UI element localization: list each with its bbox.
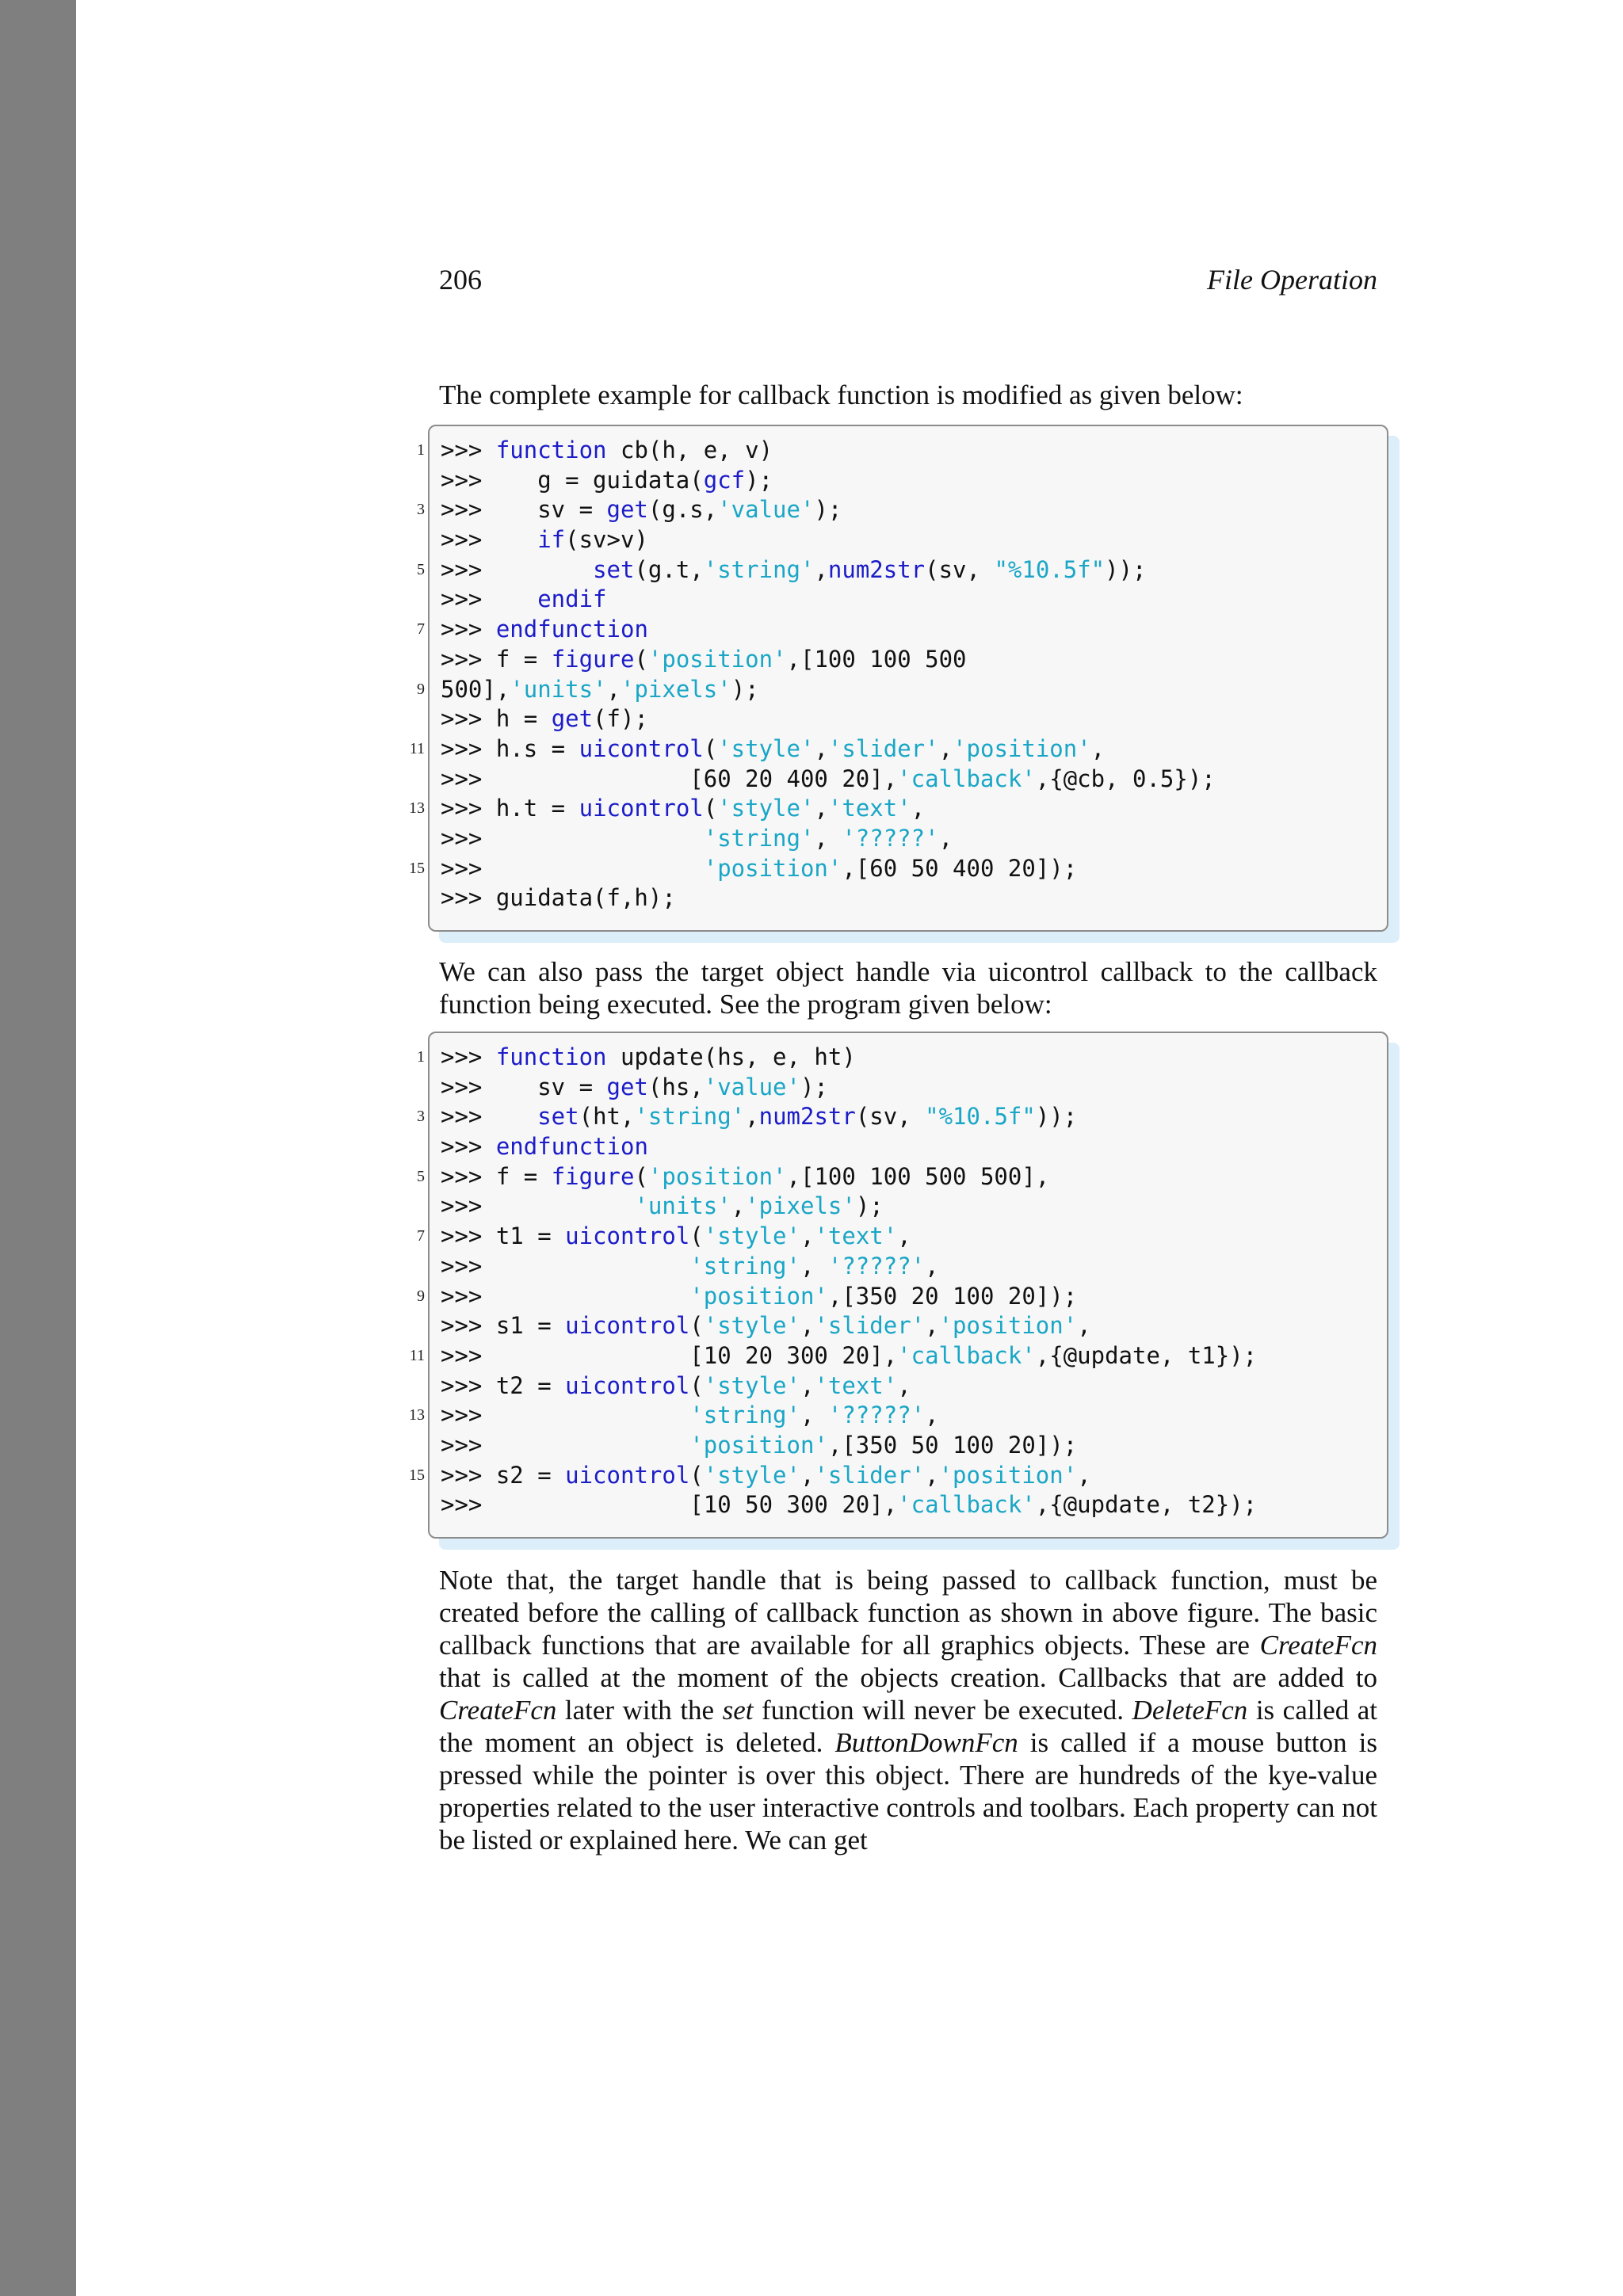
code-text: ,{@update, t2}); <box>1035 1491 1258 1519</box>
code-string: 'slider' <box>814 1461 926 1489</box>
code-text: (g.t, <box>634 555 704 583</box>
code-text: >>> <box>441 585 538 613</box>
line-number: 15 <box>409 1466 425 1484</box>
code-text: >>> g = guidata( <box>441 466 704 494</box>
text-run: is called at the moment an object is deleted. <box>439 1695 1377 1758</box>
code-keyword: uicontrol <box>565 1222 690 1250</box>
code-string: 'style' <box>717 795 815 822</box>
code-string: 'units' <box>510 675 607 703</box>
code-line <box>430 704 1387 734</box>
code-text: , <box>800 1252 828 1280</box>
code-text: , <box>731 1192 746 1220</box>
code-string: 'style' <box>703 1371 800 1399</box>
code-text: >>> sv = <box>441 496 607 524</box>
code-listing-2 <box>409 1032 1388 1539</box>
code-keyword: figure <box>551 645 635 673</box>
code-string: '?????' <box>842 824 939 852</box>
line-number: 9 <box>417 680 425 698</box>
code-text: >>> <box>441 854 704 882</box>
code-text: , <box>897 1222 911 1250</box>
code-text: , <box>606 675 621 703</box>
code-keyword: if <box>537 526 566 554</box>
code-line <box>430 1490 1387 1520</box>
code-text: 500], <box>441 675 510 703</box>
closing-paragraph <box>439 1564 1377 1856</box>
text-run: later with the <box>556 1695 723 1726</box>
code-string: 'text' <box>814 1222 898 1250</box>
code-text: ( <box>689 1312 704 1340</box>
code-text: >>> f = <box>441 1162 552 1190</box>
code-string: 'text' <box>827 795 911 822</box>
emphasized-term: CreateFcn <box>439 1695 557 1726</box>
code-text: ( <box>689 1371 704 1399</box>
code-text: >>> [60 20 400 20], <box>441 765 898 792</box>
code-text: , <box>814 555 828 583</box>
code-string: 'pixels' <box>745 1192 856 1220</box>
code-string: '?????' <box>827 1402 926 1429</box>
code-line <box>430 1371 1387 1402</box>
code-line <box>409 854 1387 884</box>
line-number: 7 <box>417 620 425 639</box>
line-number: 7 <box>417 1227 425 1245</box>
code-keyword: get <box>606 1073 648 1100</box>
code-text: >>> <box>441 1133 496 1161</box>
code-text: >>> s2 = <box>441 1461 566 1489</box>
code-text: , <box>745 1103 759 1131</box>
intro-text: The complete example for callback function is modified as given below: <box>439 379 1243 410</box>
code-text: >>> h.t = <box>441 795 579 822</box>
code-text: cb(h, e, v) <box>606 437 773 463</box>
code-text: >>> t2 = <box>441 1371 566 1399</box>
code-string: 'callback' <box>897 765 1036 792</box>
code-line <box>430 1132 1387 1162</box>
code-text: ( <box>703 734 718 762</box>
code-line <box>430 883 1387 913</box>
code-keyword: function <box>495 1043 607 1070</box>
code-keyword: num2str <box>827 555 926 583</box>
mid-text: We can also pass the target object handle via uicontrol callback to the callback function being executed. See the program given below: <box>439 956 1377 1020</box>
line-number: 5 <box>417 1167 425 1185</box>
code-string: "%10.5f" <box>925 1103 1036 1131</box>
code-text: ,[350 50 100 20]); <box>827 1431 1078 1459</box>
code-line <box>430 1431 1387 1461</box>
code-line <box>417 1043 1387 1073</box>
code-text: >>> <box>441 616 496 643</box>
code-text: , <box>938 824 953 852</box>
page-header <box>439 263 1377 303</box>
code-string: 'position' <box>689 1431 828 1459</box>
intro-paragraph <box>439 379 1377 411</box>
line-number: 15 <box>409 859 425 877</box>
code-keyword: figure <box>551 1162 635 1190</box>
code-line <box>409 794 1387 824</box>
emphasized-term: DeleteFcn <box>1132 1695 1248 1726</box>
code-text: update(hs, e, ht) <box>606 1043 856 1070</box>
code-keyword: uicontrol <box>565 1371 690 1399</box>
code-string: 'string' <box>689 1252 800 1280</box>
code-text: ,{@cb, 0.5}); <box>1035 765 1216 792</box>
code-keyword: endif <box>537 585 607 613</box>
code-string: 'style' <box>703 1461 800 1489</box>
code-keyword: set <box>537 1103 579 1131</box>
code-text: , <box>1077 1461 1091 1489</box>
code-text: ( <box>634 645 648 673</box>
code-listing-1 <box>409 425 1388 932</box>
code-text: , <box>814 795 828 822</box>
text-run: that is called at the moment of the objects creation. Callbacks that are added to <box>439 1662 1377 1693</box>
code-listing-box <box>409 1032 1388 1539</box>
code-listing-box <box>409 425 1388 932</box>
code-text: (g.s, <box>647 496 718 524</box>
code-text: ); <box>731 675 759 703</box>
text-run: function will never be executed. <box>753 1695 1132 1726</box>
code-text: ,[100 100 500 500], <box>786 1162 1050 1190</box>
code-line <box>409 1401 1387 1431</box>
code-string: 'position' <box>689 1282 828 1310</box>
code-string: 'string' <box>703 555 815 583</box>
code-text: >>> <box>441 1103 538 1131</box>
text-run: is called if a mouse button is pressed while the pointer is over this object. There are hundreds of the kye-value properties related to the user interactive controls and toolbars. Each property can not be listed or explained here. We can get <box>439 1727 1378 1855</box>
line-number: 3 <box>417 1108 425 1126</box>
code-text: >>> guidata(f,h); <box>441 884 676 912</box>
code-keyword: gcf <box>703 466 746 494</box>
line-number: 3 <box>417 501 425 519</box>
code-keyword: uicontrol <box>565 1461 690 1489</box>
code-string: 'slider' <box>827 734 939 762</box>
code-text: >>> sv = <box>441 1073 607 1100</box>
code-string: 'style' <box>703 1312 800 1340</box>
code-text: (sv>v) <box>565 526 648 554</box>
code-text: >>> <box>441 526 538 554</box>
code-line <box>430 824 1387 854</box>
code-line <box>417 1282 1387 1312</box>
code-line <box>417 675 1387 705</box>
code-text: , <box>938 734 953 762</box>
running-title: File Operation <box>1207 264 1377 296</box>
code-string: 'position' <box>647 645 787 673</box>
text-run: Note that, the target handle that is being passed to callback function, must be created before the calling of callback function as shown in above figure. The basic callback functions that are available for all graphics objects. These are <box>439 1565 1377 1661</box>
code-text: >>> <box>441 1043 496 1070</box>
code-line <box>430 585 1387 615</box>
code-text: ); <box>745 466 773 494</box>
page-gutter <box>0 0 76 2296</box>
code-keyword: get <box>606 496 648 524</box>
code-string: 'string' <box>703 824 815 852</box>
code-text: (f); <box>593 705 648 733</box>
code-text: , <box>814 824 842 852</box>
code-text: , <box>925 1402 939 1429</box>
code-string: 'string' <box>689 1402 800 1429</box>
code-string: 'value' <box>703 1073 800 1100</box>
code-text: , <box>925 1252 939 1280</box>
code-text: ,[350 20 100 20]); <box>827 1282 1078 1310</box>
code-text: >>> t1 = <box>441 1222 566 1250</box>
code-text: >>> h = <box>441 705 552 733</box>
code-keyword: set <box>593 555 635 583</box>
code-text: ); <box>800 1073 828 1100</box>
code-line <box>409 1461 1387 1491</box>
code-line <box>417 615 1387 645</box>
code-text: >>> <box>441 824 704 852</box>
code-text: (sv, <box>855 1103 926 1131</box>
code-line <box>409 1341 1387 1371</box>
page-number: 206 <box>439 264 482 296</box>
code-string: 'value' <box>717 496 815 524</box>
code-keyword: function <box>495 437 607 463</box>
code-string: 'position' <box>938 1461 1078 1489</box>
code-string: 'position' <box>938 1312 1078 1340</box>
code-text: >>> <box>441 1402 690 1429</box>
code-line <box>409 734 1387 765</box>
code-text: ,[100 100 500 <box>786 645 967 673</box>
code-string: "%10.5f" <box>994 555 1106 583</box>
code-string: 'position' <box>703 854 842 882</box>
code-text: , <box>925 1312 939 1340</box>
code-line <box>417 1162 1387 1192</box>
code-keyword: uicontrol <box>565 1312 690 1340</box>
code-string: 'position' <box>953 734 1091 762</box>
code-text: >>> [10 50 300 20], <box>441 1491 898 1519</box>
code-text: , <box>814 734 828 762</box>
code-string: 'text' <box>814 1371 898 1399</box>
code-string: 'slider' <box>814 1312 926 1340</box>
code-line <box>430 1311 1387 1341</box>
code-text: >>> s1 = <box>441 1312 566 1340</box>
line-number: 9 <box>417 1287 425 1305</box>
line-number: 1 <box>417 441 425 459</box>
emphasized-term: CreateFcn <box>1259 1630 1377 1661</box>
emphasized-term: ButtonDownFcn <box>834 1727 1018 1758</box>
code-text: ); <box>814 496 842 524</box>
code-line <box>430 1192 1387 1222</box>
code-text: , <box>800 1312 815 1340</box>
code-text: >>> <box>441 437 496 463</box>
code-text: >>> <box>441 1252 690 1280</box>
code-line <box>430 645 1387 675</box>
line-number: 1 <box>417 1048 425 1066</box>
code-line <box>430 525 1387 555</box>
code-text: >>> <box>441 555 594 583</box>
code-text: ,[60 50 400 20]); <box>842 854 1078 882</box>
code-string: 'callback' <box>897 1341 1036 1369</box>
code-text: >>> h.s = <box>441 734 579 762</box>
code-text: (ht, <box>579 1103 635 1131</box>
line-number: 13 <box>409 1406 425 1425</box>
code-text: , <box>925 1461 939 1489</box>
code-text: ( <box>689 1461 704 1489</box>
mid-paragraph <box>439 955 1377 1020</box>
emphasized-term: set <box>722 1695 754 1726</box>
code-text: , <box>911 795 926 822</box>
code-text: , <box>800 1402 828 1429</box>
code-string: 'string' <box>634 1103 746 1131</box>
code-line <box>430 466 1387 496</box>
code-text: ); <box>855 1192 884 1220</box>
code-string: '?????' <box>827 1252 926 1280</box>
code-text: , <box>1077 1312 1091 1340</box>
code-text: (hs, <box>647 1073 704 1100</box>
code-text: , <box>800 1461 815 1489</box>
code-text: , <box>1090 734 1106 762</box>
code-keyword: endfunction <box>495 616 648 643</box>
code-keyword: uicontrol <box>579 734 704 762</box>
code-text: >>> [10 20 300 20], <box>441 1341 898 1369</box>
code-text: )); <box>1105 555 1147 583</box>
code-line <box>430 765 1387 795</box>
code-string: 'style' <box>703 1222 800 1250</box>
code-string: 'units' <box>634 1192 731 1220</box>
code-text: >>> <box>441 1192 635 1220</box>
code-string: 'pixels' <box>621 675 731 703</box>
code-string: 'style' <box>717 734 815 762</box>
line-number: 11 <box>409 739 425 757</box>
code-line <box>417 555 1387 585</box>
line-number: 5 <box>417 560 425 578</box>
code-text: ( <box>689 1222 704 1250</box>
code-text: ,{@update, t1}); <box>1035 1341 1258 1369</box>
code-line <box>430 1073 1387 1103</box>
code-text: (sv, <box>925 555 995 583</box>
code-keyword: num2str <box>758 1103 856 1131</box>
code-keyword: uicontrol <box>579 795 704 822</box>
code-keyword: get <box>551 705 594 733</box>
code-text: )); <box>1035 1103 1078 1131</box>
code-text: , <box>800 1222 815 1250</box>
code-line <box>417 495 1387 525</box>
code-string: 'position' <box>647 1162 787 1190</box>
code-text: >>> <box>441 1431 690 1459</box>
line-number: 11 <box>409 1346 425 1364</box>
code-string: 'callback' <box>897 1491 1036 1519</box>
line-number: 13 <box>409 799 425 818</box>
code-text: , <box>800 1371 815 1399</box>
code-text: >>> f = <box>441 645 552 673</box>
closing-text <box>439 1564 1377 1856</box>
code-text: ( <box>703 795 718 822</box>
code-line <box>430 1252 1387 1282</box>
code-line <box>417 1102 1387 1132</box>
code-line <box>417 436 1387 466</box>
code-text: , <box>897 1371 911 1399</box>
code-keyword: endfunction <box>495 1133 648 1161</box>
code-line <box>417 1222 1387 1252</box>
code-text: >>> <box>441 1282 690 1310</box>
code-text: ( <box>634 1162 648 1190</box>
